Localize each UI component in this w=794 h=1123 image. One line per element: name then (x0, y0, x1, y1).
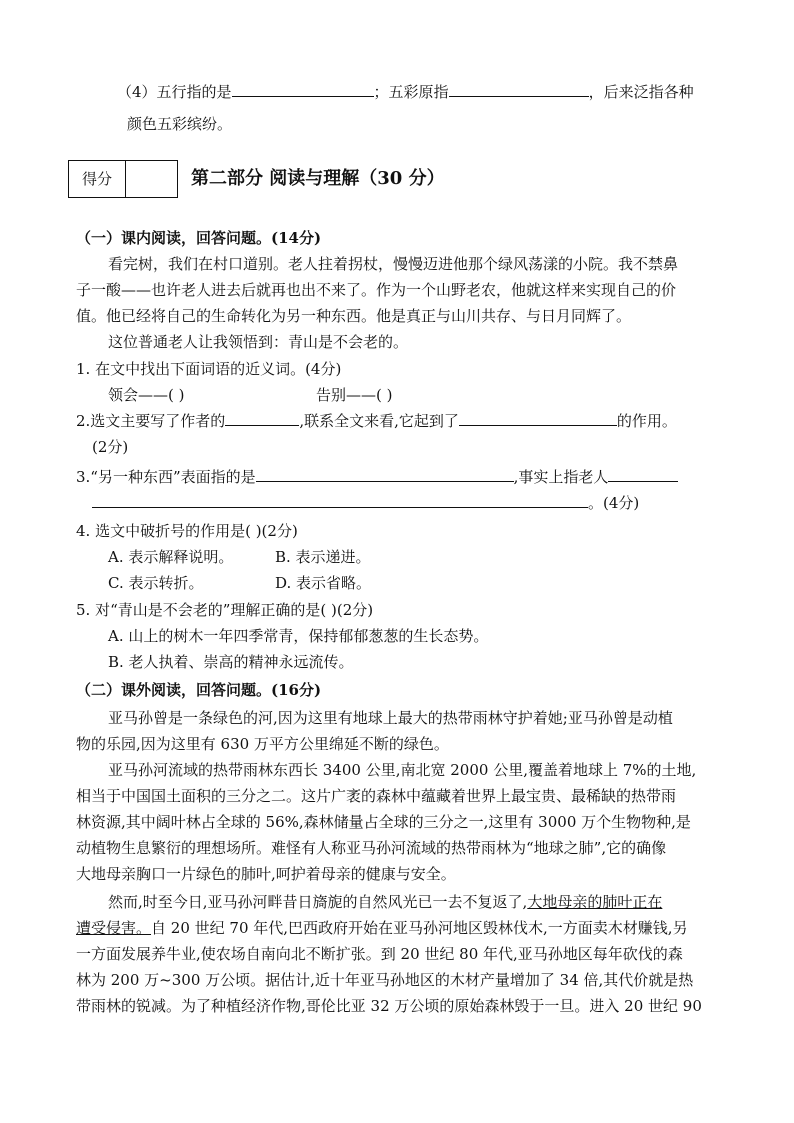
reading2-p3-line3: 一方面发展养牛业,使农场自南向北不断扩张。到 20 世纪 80 年代,亚马孙地区每年砍伐的森 (76, 945, 683, 963)
underlined-sentence-end: 遭受侵害。 (76, 919, 152, 937)
q5-option-b[interactable]: B. 老人执着、崇高的精神永远流传。 (108, 653, 354, 671)
reading2-p3-line1 (108, 891, 662, 913)
reading2-p3-line2 (76, 917, 688, 939)
q4-line2: 颜色五彩缤纷。 (127, 115, 233, 133)
question-2 (76, 410, 677, 432)
q3-score: 。(4分) (588, 494, 640, 512)
reading1-p1-line1: 看完树，我们在村口道别。老人拄着拐杖，慢慢迈进他那个绿风荡漾的小院。我不禁鼻 (108, 255, 679, 273)
reading2-p2-line3: 林资源,其中阔叶林占全球的 56%,森林储量占全球的三分之一,这里有 3000 万个生物物种,是 (76, 813, 691, 831)
p3-text: 自 20 世纪 70 年代,巴西政府开始在亚马孙河地区毁林伐木,一方面卖木材赚钱,另 (151, 919, 688, 937)
q3-mid: ,事实上指老人 (513, 468, 609, 486)
answer-blank[interactable] (608, 466, 678, 482)
question-5: 5. 对“青山是不会老的”理解正确的是( )(2分) (76, 601, 374, 619)
reading2-p2-line1: 亚马孙河流域的热带雨林东西长 3400 公里,南北宽 2000 公里,覆盖着地球上 7%的土地, (108, 761, 697, 779)
answer-blank[interactable] (225, 410, 299, 426)
q2-suffix: 的作用。 (616, 412, 677, 430)
answer-blank[interactable] (256, 466, 514, 482)
q1-option-a[interactable]: 领会——( ) (108, 386, 185, 404)
q5-option-a[interactable]: A. 山上的树木一年四季常青，保持郁郁葱葱的生长态势。 (108, 627, 489, 645)
question-4: 4. 选文中破折号的作用是( )(2分) (76, 522, 298, 540)
reading2-p3-line4: 林为 200 万~300 万公顷。据估计,近十年亚马孙地区的木材产量增加了 34 倍,其代价就是热 (76, 971, 694, 989)
question-1: 1. 在文中找出下面词语的近义词。(4分) (76, 360, 342, 378)
reading1-p1-line3: 值。他已经将自己的生命转化为另一种东西。他是真正与山川共存、与日月同辉了。 (76, 307, 632, 325)
reading2-p2-line4: 动植物生息繁衍的理想场所。难怪有人称亚马孙河流域的热带雨林为“地球之肺”,它的确像 (76, 839, 667, 857)
reading2-p3-line5: 带雨林的锐减。为了种植经济作物,哥伦比亚 32 万公顷的原始森林毁于一旦。进入 20 世纪 90 (76, 997, 702, 1015)
question-3 (76, 466, 678, 488)
q4-option-b[interactable]: B. 表示递进。 (275, 548, 371, 566)
reading2-heading: （二）课外阅读，回答问题。(16分) (76, 681, 322, 699)
reading1-heading: （一）课内阅读，回答问题。(14分) (76, 229, 322, 247)
q2-mid: ,联系全文来看,它起到了 (299, 412, 459, 430)
underlined-sentence: 大地母亲的肺叶正在 (527, 893, 663, 911)
q4-option-d[interactable]: D. 表示省略。 (275, 574, 372, 592)
score-label: 得分 (69, 161, 126, 197)
answer-blank[interactable] (449, 81, 589, 97)
score-box (68, 160, 178, 198)
reading2-p2-line5: 大地母亲胸口一片绿色的肺叶,呵护着母亲的健康与安全。 (76, 865, 456, 883)
q4-mid: ；五彩原指 (373, 83, 449, 101)
q1-option-b[interactable]: 告别——( ) (316, 386, 393, 404)
q4-option-c[interactable]: C. 表示转折。 (108, 574, 204, 592)
question-4-fill-line (117, 81, 694, 103)
reading1-p1-line2: 子一酸——也许老人进去后就再也出不来了。作为一个山野老农，他就这样来实现自己的价 (76, 281, 677, 299)
q2-score: (2分) (92, 438, 129, 456)
reading2-p1-line2: 物的乐园,因为这里有 630 万平方公里绵延不断的绿色。 (76, 735, 449, 753)
reading2-p2-line2: 相当于中国国土面积的三分之二。这片广袤的森林中蕴藏着世界上最宝贵、最稀缺的热带雨 (76, 787, 677, 805)
q3-prefix: 3.“另一种东西”表面指的是 (76, 468, 256, 486)
section-title: 第二部分 阅读与理解（30 分） (191, 168, 445, 189)
answer-blank[interactable] (92, 492, 588, 508)
q3-line2 (92, 492, 639, 514)
answer-blank[interactable] (232, 81, 374, 97)
q4-prefix: （4）五行指的是 (117, 83, 232, 101)
q2-prefix: 2.选文主要写了作者的 (76, 412, 226, 430)
q4-option-a[interactable]: A. 表示解释说明。 (108, 548, 234, 566)
q4-suffix: ，后来泛指各种 (588, 83, 694, 101)
p3-text: 然而,时至今日,亚马孙河畔昔日旖旎的自然风光已一去不复返了, (108, 893, 528, 911)
reading1-p2: 这位普通老人让我领悟到：青山是不会老的。 (108, 333, 409, 351)
reading2-p1-line1: 亚马孙曾是一条绿色的河,因为这里有地球上最大的热带雨林守护着她;亚马孙曾是动植 (108, 709, 673, 727)
answer-blank[interactable] (459, 410, 617, 426)
